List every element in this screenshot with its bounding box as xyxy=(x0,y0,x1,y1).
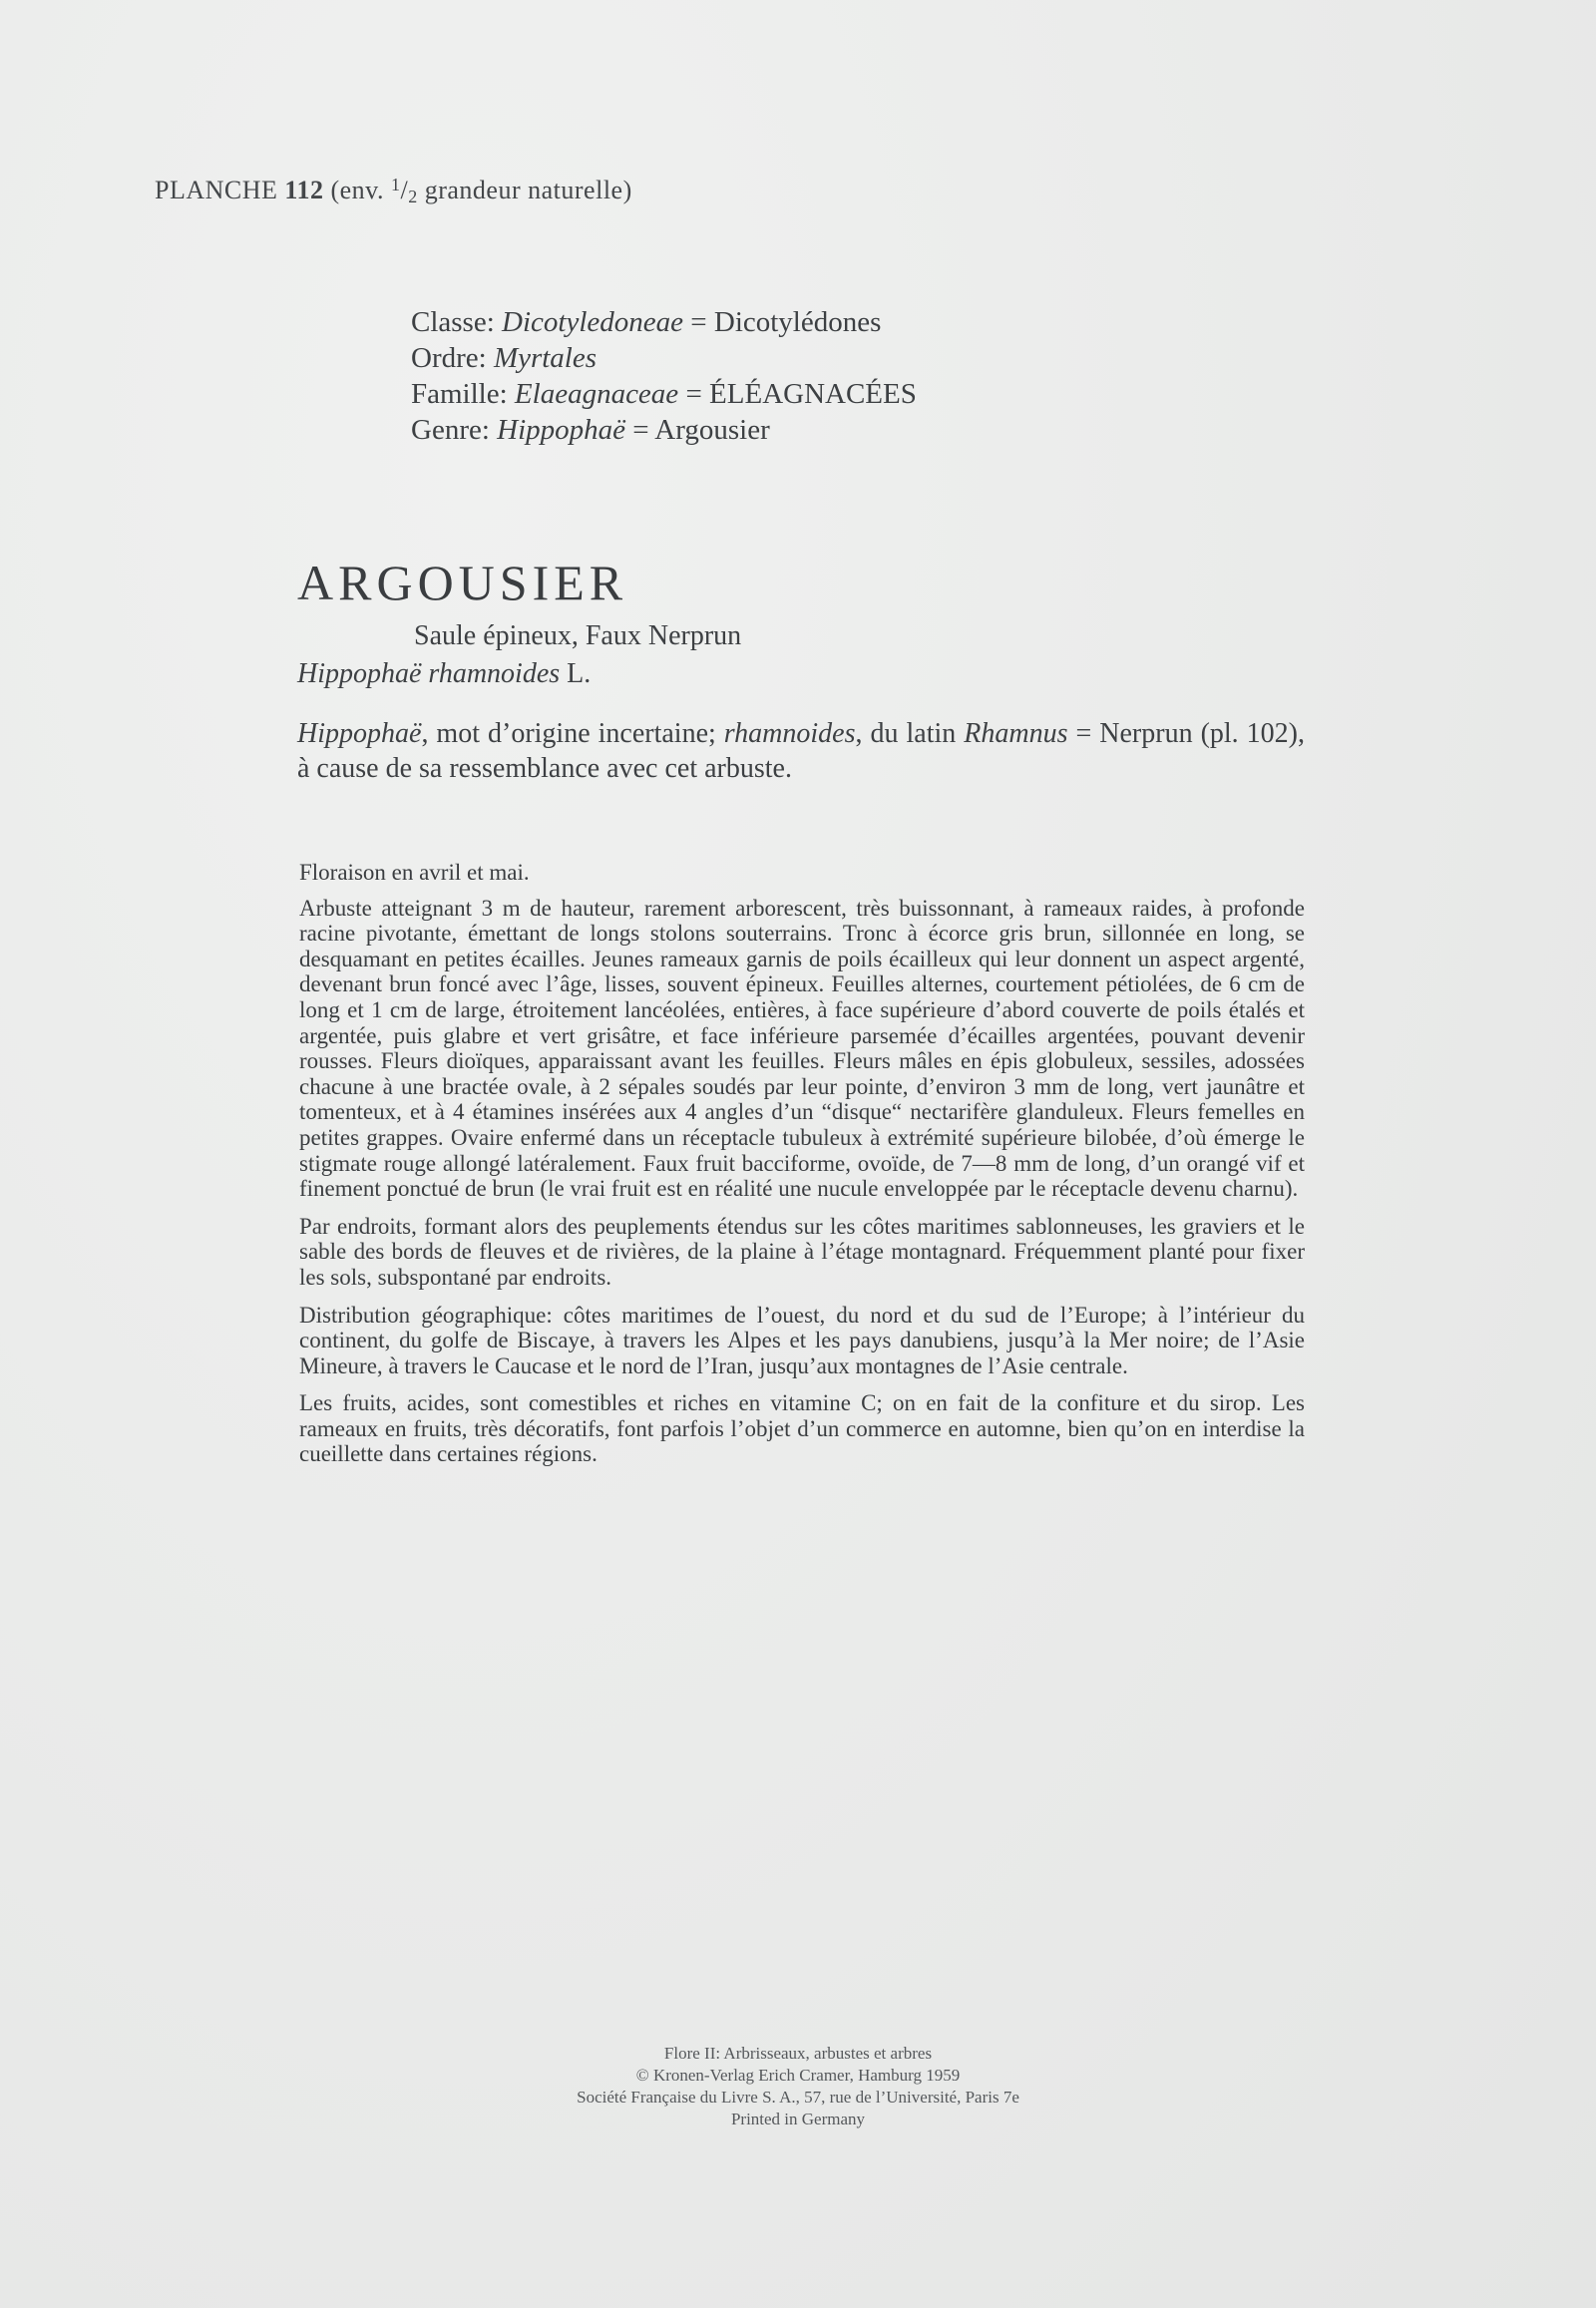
etymology xyxy=(297,716,1305,786)
publisher-footer xyxy=(0,2043,1596,2130)
taxonomy-row-classe xyxy=(411,304,917,340)
taxonomy-label: Famille: xyxy=(411,378,508,410)
plate-header: PLANCHE 112 (env. $^1$/2 grandeur naturelle) xyxy=(155,175,632,206)
etymology-text: , du latin xyxy=(855,718,965,749)
taxonomy-french: ÉLÉAGNACÉES xyxy=(709,378,917,410)
scientific-name xyxy=(297,658,591,690)
footer-line: Société Française du Livre S. A., 57, rue de l’Université, Paris 7e xyxy=(577,2088,1019,2107)
taxonomy-label: Classe: xyxy=(411,306,495,338)
taxonomy-row-famille xyxy=(411,376,917,412)
plate-number: 112 xyxy=(284,176,324,204)
paragraph-flowering: Floraison en avril et mai. xyxy=(299,860,530,885)
footer-line: Printed in Germany xyxy=(730,2110,866,2128)
taxonomy-latin: Dicotyledoneae xyxy=(502,306,684,338)
plate-scale-close: grandeur naturelle) xyxy=(424,176,632,204)
plate-prefix: PLANCHE xyxy=(155,176,278,204)
taxonomy-separator: = xyxy=(625,414,655,446)
scientific-name-author: L. xyxy=(567,658,592,689)
taxonomy-separator: = xyxy=(683,306,714,338)
scientific-name-latin: Hippophaë rhamnoides xyxy=(297,658,561,689)
page-title: ARGOUSIER xyxy=(297,555,628,610)
plate-fraction-numerator: 1 xyxy=(391,175,401,194)
common-names: Saule épineux, Faux Nerprun xyxy=(414,620,742,651)
paragraph-description: Arbuste atteignant 3 m de hauteur, rarement arborescent, très buissonnant, à rameaux raides, à profonde racine pivotante, émettant de longs stolons souterrains. Tronc à écorce gris brun, sillonnée en long, se desquamant en petites écailles. Jeunes rameaux garnis de poils écailleux qui leur donnent un aspect argenté, devenant brun foncé avec l’âge, lisses, souvent épineux. Feuilles alternes, courtement pétiolées, de 6 cm de long et 1 cm de large, étroitement lancéolées, entières, à face supérieure d’abord couverte de poils étalés et argentée, puis glabre et vert grisâtre, et face inférieure parsemée d’écailles argentées, pouvant devenir rousses. Fleurs dioïques, apparaissant avant les feuilles. Fleurs mâles en épis globuleux, sessiles, adossées chacune à une bractée ovale, à 2 sépales soudés par leur pointe, d’environ 3 mm de long, vert jaunâtre et tomenteux, et à 4 étamines insérées aux 4 angles d’un “disque“ nectarifère glanduleux. Fleurs femelles en petites grappes. Ovaire enfermé dans un réceptacle tubuleux à extrémité supérieure bilobée, d’où émerge le stigmate rouge allongé latéralement. Faux fruit bacciforme, ovoïde, de 7—8 mm de long, d’un orangé vif et finement ponctué de brun (le vrai fruit est en réalité une nucule enveloppée par le réceptacle devenu charnu). xyxy=(299,895,1305,1202)
taxonomy-row-ordre xyxy=(411,340,917,376)
paragraph-distribution: Distribution géographique: côtes maritimes de l’ouest, du nord et du sud de l’Europe; à l’intérieur du continent, du golfe de Biscaye, à travers les Alpes et les pays danubiens, jusqu’à la Mer noire; de l’Asie Mineure, à travers le Caucase et le nord de l’Iran, jusqu’aux montagnes de l’Asie centrale. xyxy=(299,1302,1305,1378)
taxonomy-french: Argousier xyxy=(654,414,770,446)
taxonomy-latin: Elaeagnaceae xyxy=(514,378,679,410)
etymology-text: , mot d’origine incertaine; xyxy=(421,718,724,749)
taxonomy-label: Genre: xyxy=(411,414,490,446)
plate-fraction-denominator: 2 xyxy=(408,187,418,206)
taxonomy-french: Dicotylédones xyxy=(713,306,882,338)
plate-scale-open: (env. xyxy=(330,176,384,204)
taxonomy-label: Ordre: xyxy=(411,342,487,374)
etymology-species: rhamnoides xyxy=(723,718,856,749)
paragraph-habitat: Par endroits, formant alors des peuplements étendus sur les côtes maritimes sablonneuses, les graviers et le sable des bords de fleuves et de rivières, de la plaine à l’étage montagnard. Fréquemment planté pour fixer les sols, subspontané par endroits. xyxy=(299,1213,1305,1290)
taxonomy-block xyxy=(411,304,917,448)
footer-line: Flore II: Arbrisseaux, arbustes et arbres xyxy=(663,2044,933,2063)
etymology-rhamnus: Rhamnus xyxy=(964,718,1068,749)
taxonomy-row-genre xyxy=(411,412,917,448)
footer-line: © Kronen-Verlag Erich Cramer, Hamburg 1959 xyxy=(635,2066,961,2085)
paragraph-uses: Les fruits, acides, sont comestibles et riches en vitamine C; on en fait de la confiture et du sirop. Les rameaux en fruits, très décoratifs, font parfois l’objet d’un commerce en automne, bien qu’on en interdise la cueillette dans certaines régions. xyxy=(299,1390,1305,1467)
etymology-text: = Nerprun (pl. 102), à cause de sa ressemblance avec cet arbuste. xyxy=(297,718,1306,784)
etymology-genus: Hippophaë xyxy=(297,718,422,749)
taxonomy-latin: Myrtales xyxy=(493,342,598,374)
taxonomy-latin: Hippophaë xyxy=(497,414,626,446)
description-body xyxy=(299,860,1305,1479)
taxonomy-separator: = xyxy=(678,378,710,410)
